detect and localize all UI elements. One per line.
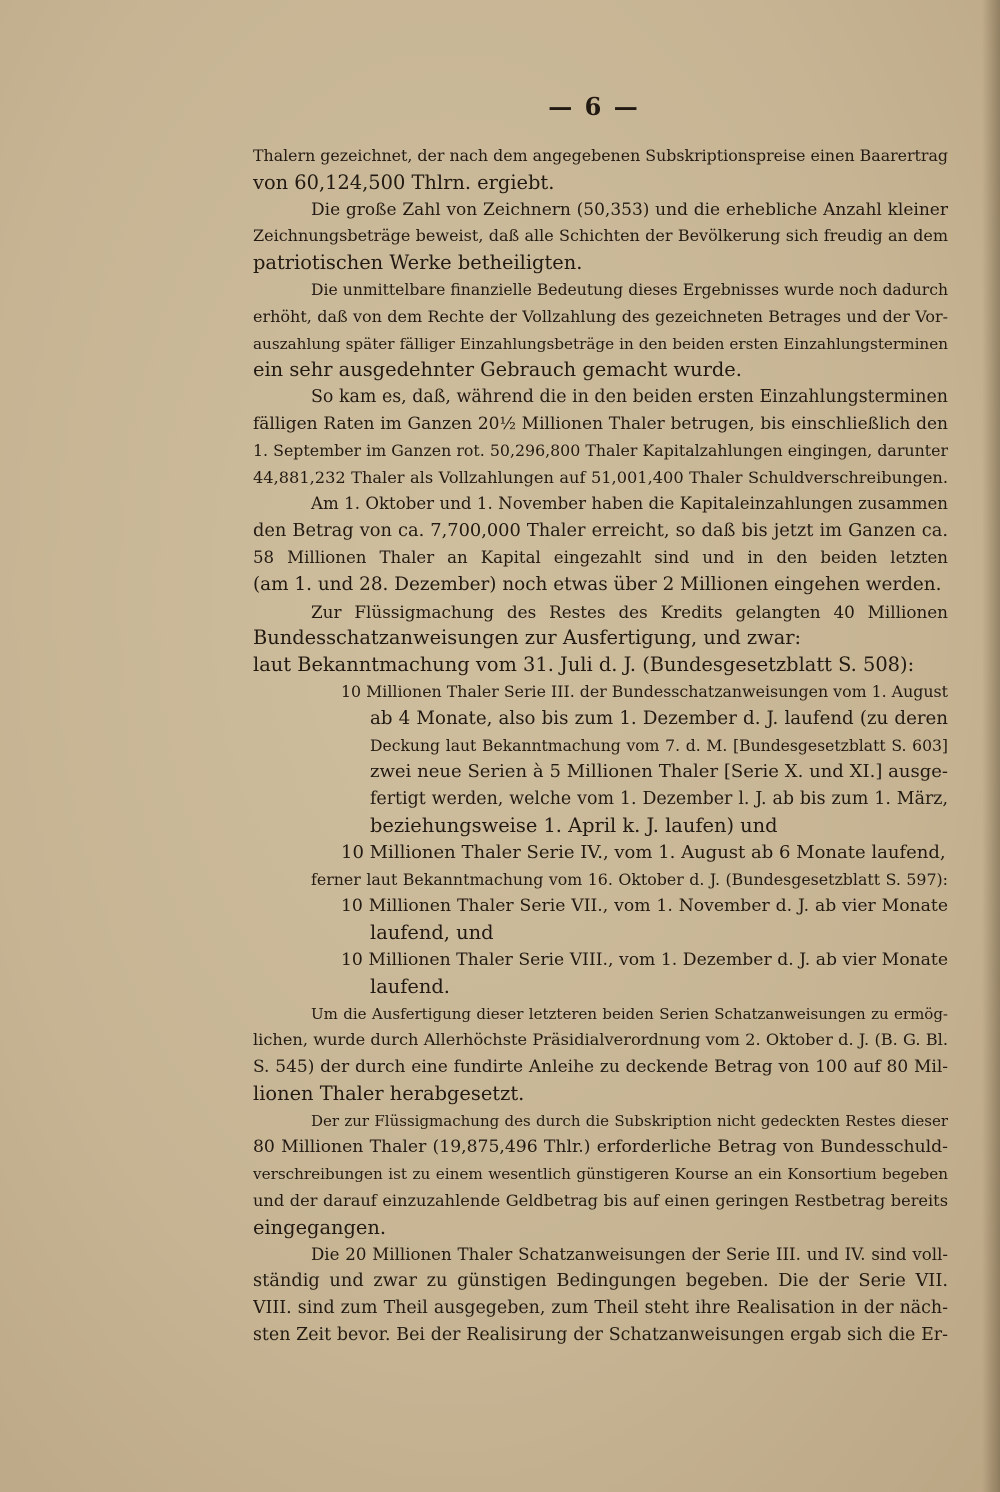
text-line: laufend. [370, 974, 450, 998]
text-line: (am 1. und 28. Dezember) noch etwas über 2 Millionen eingehen werden. [253, 573, 942, 595]
text-line: verschreibungen ist zu einem wesentlich günstigeren Kourse an ein Konsortium begeben [253, 1165, 948, 1184]
text-line: 10 Millionen Thaler Serie VIII., vom 1. Dezember d. J. ab vier Monate [341, 949, 948, 970]
text-line: Der zur Flüssigmachung des durch die Subskription nicht gedeckten Restes dieser [311, 1111, 948, 1130]
text-line: laufend, und [370, 921, 494, 945]
text-line: ständig und zwar zu günstigen Bedingungen begeben. Die der Serie VII. [253, 1270, 948, 1292]
text-line: fälligen Raten im Ganzen 20½ Millionen Thaler betrugen, bis einschließlich den [253, 413, 948, 434]
text-line: 10 Millionen Thaler Serie IV., vom 1. August ab 6 Monate laufend, [341, 841, 946, 863]
text-line: Um die Ausfertigung dieser letzteren beiden Serien Schatzanweisungen zu ermög- [311, 1004, 948, 1023]
text-line: Zur Flüssigmachung des Restes des Kredits gelangten 40 Millionen [311, 601, 948, 622]
page-edge-shadow [982, 0, 1000, 1492]
text-line: Thalern gezeichnet, der nach dem angegebenen Subskriptionspreise einen Baarertrag [253, 146, 948, 165]
text-line: den Betrag von ca. 7,700,000 Thaler erreicht, so daß bis jetzt im Ganzen ca. [253, 520, 948, 542]
text-line: beziehungsweise 1. April k. J. laufen) und [370, 813, 778, 837]
text-line: und der darauf einzuzahlende Geldbetrag bis auf einen geringen Restbetrag bereits [253, 1191, 948, 1211]
text-line: 10 Millionen Thaler Serie III. der Bundesschatzanweisungen vom 1. August [341, 681, 948, 701]
text-line: Die 20 Millionen Thaler Schatzanweisungen der Serie III. und IV. sind voll- [311, 1244, 948, 1264]
text-line: ab 4 Monate, also bis zum 1. Dezember d. J. laufend (zu deren [370, 707, 948, 729]
text-line: So kam es, daß, während die in den beiden ersten Einzahlungsterminen [311, 387, 948, 408]
text-line: Bundesschatzanweisungen zur Ausfertigung, und zwar: [253, 626, 802, 650]
body-text [253, 143, 948, 1349]
text-line: lichen, wurde durch Allerhöchste Präsidialverordnung vom 2. Oktober d. J. (B. G. Bl. [253, 1030, 948, 1050]
text-line: erhöht, daß von dem Rechte der Vollzahlung des gezeichneten Betrages und der Vor- [253, 306, 948, 326]
page-number: — 6 — [548, 92, 640, 121]
text-line: S. 545) der durch eine fundirte Anleihe zu deckende Betrag von 100 auf 80 Mil- [253, 1057, 948, 1078]
text-line: ferner laut Bekanntmachung vom 16. Oktober d. J. (Bundesgesetzblatt S. 597): [311, 869, 948, 889]
text-line: Am 1. Oktober und 1. November haben die Kapitaleinzahlungen zusammen [311, 494, 948, 514]
text-line: 10 Millionen Thaler Serie VII., vom 1. November d. J. ab vier Monate [341, 896, 948, 917]
text-line: fertigt werden, welche vom 1. Dezember l. J. ab bis zum 1. März, [370, 789, 948, 810]
text-line: Deckung laut Bekanntmachung vom 7. d. M. [Bundesgesetzblatt S. 603] [370, 736, 948, 755]
text-line: laut Bekanntmachung vom 31. Juli d. J. (Bundesgesetzblatt S. 508): [253, 653, 915, 677]
text-line: auszahlung später fälliger Einzahlungsbeträge in den beiden ersten Einzahlungsterminen [253, 334, 948, 353]
text-line: sten Zeit bevor. Bei der Realisirung der Schatzanweisungen ergab sich die Er- [253, 1325, 948, 1346]
text-line: 58 Millionen Thaler an Kapital eingezahlt sind und in den beiden letzten [253, 547, 948, 567]
text-line: Die unmittelbare finanzielle Bedeutung dieses Ergebnisses wurde noch dadurch [311, 280, 948, 299]
text-line: lionen Thaler herabgesetzt. [253, 1081, 525, 1105]
text-line: zwei neue Serien à 5 Millionen Thaler [Serie X. und XI.] ausge- [370, 761, 948, 783]
text-line: 1. September im Ganzen rot. 50,296,800 Thaler Kapitalzahlungen eingingen, darunter [253, 440, 948, 460]
text-line: VIII. sind zum Theil ausgegeben, zum Theil steht ihre Realisation in der näch- [253, 1298, 948, 1319]
text-line: Die große Zahl von Zeichnern (50,353) und die erhebliche Anzahl kleiner [311, 199, 948, 220]
text-line: von 60,124,500 Thlrn. ergiebt. [253, 170, 555, 194]
text-line: eingegangen. [253, 1215, 387, 1239]
text-line: patriotischen Werke betheiligten. [253, 251, 583, 275]
text-line: Zeichnungsbeträge beweist, daß alle Schichten der Bevölkerung sich freudig an dem [253, 226, 948, 246]
text-line: 80 Millionen Thaler (19,875,496 Thlr.) erforderliche Betrag von Bundesschuld- [253, 1137, 948, 1158]
text-line: ein sehr ausgedehnter Gebrauch gemacht wurde. [253, 358, 742, 382]
text-line: 44,881,232 Thaler als Vollzahlungen auf 51,001,400 Thaler Schuldverschreibungen. [253, 467, 948, 487]
